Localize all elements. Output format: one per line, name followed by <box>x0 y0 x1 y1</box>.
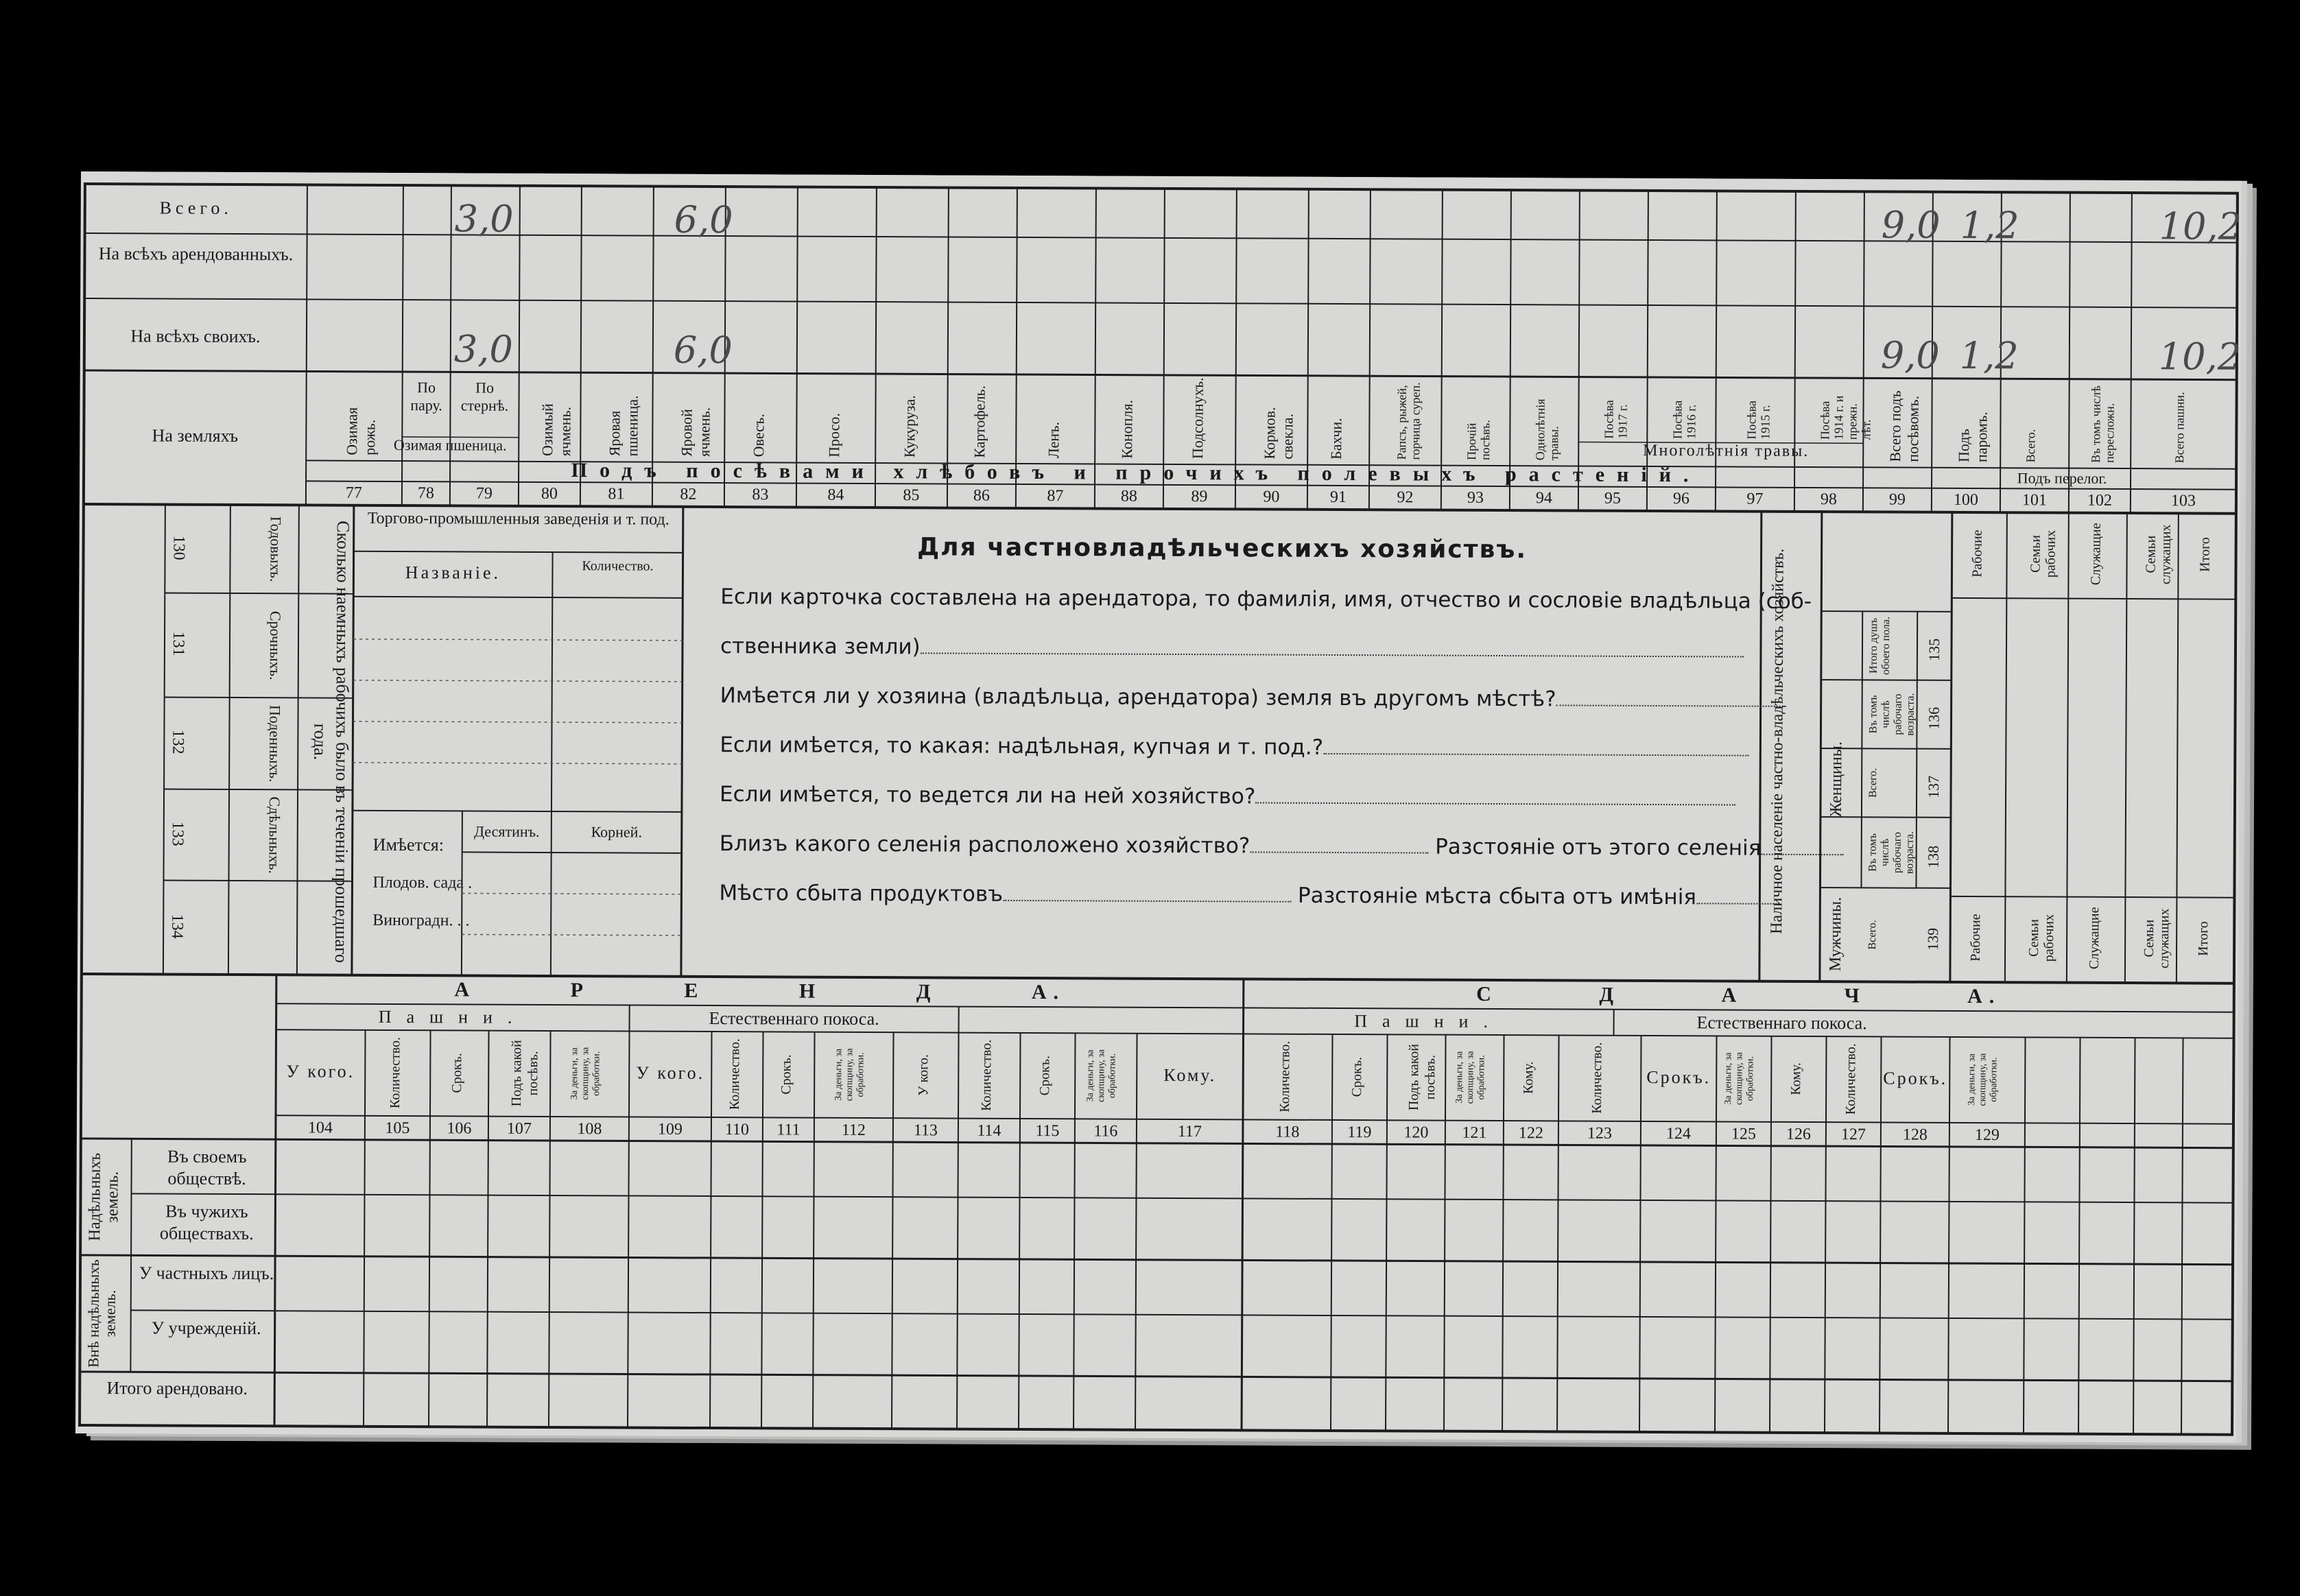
hired-row-label: Поденныхъ. <box>266 704 284 783</box>
hw-vsego-sown: 9,0 <box>1881 203 1941 247</box>
arenda-column-header: Срокъ. <box>1349 1056 1365 1097</box>
column-number: 92 <box>1397 488 1414 507</box>
group-nadel: Надѣльныхъ земель. <box>86 1152 122 1241</box>
column-number: 82 <box>680 485 697 503</box>
hw-vsego-fallow: 1,2 <box>1960 203 2019 248</box>
crop-header: По стернѣ. <box>460 379 509 414</box>
desyatin-label: Десятинъ. <box>473 822 540 840</box>
pod-perelog-label: Подъ перелог. <box>2017 469 2107 487</box>
column-number: 101 <box>2022 491 2047 510</box>
crop-header: Посѣва 1915 г. <box>1744 401 1773 440</box>
arenda-column-header: Срокъ. <box>1883 1068 1948 1088</box>
arenda-column-header: Срокъ. <box>1037 1055 1053 1096</box>
arenda-column-number: 126 <box>1786 1125 1811 1144</box>
population-col-number: 135 <box>1925 638 1943 661</box>
arenda-title: А Р Е Н Д А. <box>454 978 1066 1004</box>
crop-header: Подъ паромъ. <box>1955 412 1991 463</box>
orchard-label: Плодов. сада . <box>372 873 473 892</box>
crop-header: Кукуруза. <box>900 395 918 458</box>
arenda-column-number: 110 <box>724 1121 750 1139</box>
column-number: 79 <box>475 484 493 503</box>
arenda-column-header: Кому. <box>1521 1061 1537 1095</box>
has-label: Имѣется: <box>372 834 444 855</box>
hired-workers-title: Сколько наемныхъ рабочихъ было въ теченіи прошедшаго года. <box>310 521 353 964</box>
crop-header: Всего подъ посѣвомъ. <box>1886 390 1922 462</box>
arenda-column-number: 120 <box>1403 1123 1429 1142</box>
column-number: 91 <box>1329 488 1347 507</box>
column-number: 97 <box>1746 490 1764 508</box>
answer-2-line[interactable] <box>1556 688 1786 706</box>
form-title: Для частновладѣльческихъ хозяйствъ. <box>917 533 1528 564</box>
hw-svoikh-total: 10,2 <box>2158 335 2242 379</box>
crop-header: Озимая рожь. <box>343 407 379 455</box>
arenda-column-header: За деньги, за скопщину, за обработки. <box>1085 1049 1118 1102</box>
population-right-footer: Семьи рабочих <box>2026 914 2057 962</box>
hired-row-label: Срочныхъ. <box>266 610 285 680</box>
question-2: Имѣется ли у хозяина (владѣльца, арендатора) земля въ другомъ мѣстѣ? <box>720 683 1556 712</box>
row-label-na-zemlyakh: На земляхъ <box>152 425 239 446</box>
crop-header: Посѣва 1917 г. <box>1602 400 1630 439</box>
arenda-column-header: У кого. <box>286 1061 355 1082</box>
sdacha-pokos: Естественнаго покоса. <box>1696 1012 1867 1034</box>
answer-6-line[interactable] <box>1003 883 1291 903</box>
arenda-column-header: За деньги, за скопщину, за обработки. <box>1967 1053 2000 1106</box>
population-col-label: Всего. <box>1866 920 1879 950</box>
arenda-column-header: Количество. <box>1843 1043 1859 1115</box>
arenda-column-number: 114 <box>977 1121 1001 1140</box>
crop-header: Кормов. свекла. <box>1260 407 1296 460</box>
answer-1-line[interactable] <box>921 636 1744 657</box>
arenda-column-header: У кого. <box>915 1054 931 1096</box>
arenda-column-header: Количество. <box>979 1039 995 1111</box>
column-number: 86 <box>973 486 991 505</box>
arenda-column-number: 121 <box>1462 1123 1487 1142</box>
column-number: 85 <box>903 486 920 505</box>
row-label-vsego: Всего. <box>159 198 233 218</box>
crop-header: Рапсъ, рыжей, горчица суреп. <box>1394 382 1423 460</box>
column-number: 78 <box>417 484 435 503</box>
crop-header: Подсолнухъ. <box>1188 377 1207 460</box>
column-number: 83 <box>752 486 769 504</box>
column-number: 84 <box>827 486 844 504</box>
arenda-column-number: 116 <box>1093 1122 1118 1141</box>
arenda-column-header: Подъ какой посѣвъ. <box>1406 1043 1438 1111</box>
arenda-column-header: За деньги, за скопщину, за обработки. <box>1454 1051 1486 1104</box>
column-number: 96 <box>1672 490 1690 508</box>
crop-header: Просо. <box>825 413 842 457</box>
arenda-column-header: Срокъ. <box>778 1054 794 1095</box>
arenda-column-number: 108 <box>577 1120 602 1139</box>
column-number: 94 <box>1535 489 1552 508</box>
arenda-column-number: 129 <box>1974 1126 2000 1145</box>
question-1a: Если карточка составлена на арендатора, то фамилія, имя, отчество и сословіе владѣльца (соб- <box>720 584 1812 615</box>
arenda-column-number: 117 <box>1177 1122 1202 1141</box>
hw-svoikh-sown: 9,0 <box>1880 333 1940 377</box>
crop-header: Озимый ячмень. <box>538 403 574 457</box>
crop-header: Однолѣтнія травы. <box>1533 398 1561 461</box>
hired-row-label: Сдѣльныхъ. <box>265 796 284 874</box>
column-number: 98 <box>1820 490 1837 509</box>
row-label-arendovannykh: На всѣхъ арендованныхъ. <box>98 243 294 265</box>
answer-3-line[interactable] <box>1323 737 1748 757</box>
column-number: 77 <box>345 484 363 502</box>
arenda-column-number: 112 <box>841 1121 866 1140</box>
question-6: Мѣсто сбыта продуктовъ <box>719 881 1004 907</box>
sdacha-title: С Д А Ч А. <box>1476 982 2002 1008</box>
mnogoletnie-label: Многолѣтнія травы. <box>1643 441 1810 460</box>
column-number: 95 <box>1604 489 1621 508</box>
population-women: Женщины. <box>1827 741 1846 818</box>
population-col-number: 138 <box>1924 845 1942 868</box>
arenda-column-header: Кому. <box>1788 1062 1804 1095</box>
korney-label: Корней. <box>591 823 643 841</box>
hired-row-number: 130 <box>169 535 188 560</box>
arenda-column-number: 118 <box>1275 1123 1300 1141</box>
arenda-column-number: 122 <box>1518 1124 1543 1143</box>
arenda-column-header: Количество. <box>1277 1040 1293 1112</box>
arenda-column-number: 104 <box>307 1119 333 1137</box>
question-3: Если имѣется, то какая: надѣльная, купчая и т. под.? <box>720 733 1324 760</box>
arenda-column-header: Срокъ. <box>1646 1067 1711 1088</box>
arenda-column-number: 127 <box>1840 1125 1866 1144</box>
population-right-header: Семьи служащих <box>2142 524 2174 585</box>
arenda-column-number: 124 <box>1665 1125 1691 1143</box>
arenda-pashni: Пашни. <box>378 1006 527 1027</box>
population-men: Мужчины. <box>1826 896 1845 972</box>
arenda-column-header: У кого. <box>636 1062 705 1083</box>
hired-row-number: 132 <box>169 729 187 754</box>
row-chastnykh: У частныхъ лицъ. <box>139 1263 274 1284</box>
arenda-column-header: Количество. <box>726 1038 742 1110</box>
column-number: 89 <box>1191 488 1208 506</box>
crop-header: Всего. <box>2024 429 2038 463</box>
crop-header: Яровая пшеница. <box>605 395 641 457</box>
arenda-column-header: За деньги, за скопщину, за обработки. <box>1723 1052 1756 1106</box>
arenda-column-number: 113 <box>913 1121 938 1140</box>
population-col-label: Всего. <box>1867 767 1880 798</box>
row-svoem: Въ своемъ обществѣ. <box>167 1146 247 1189</box>
hired-row-label: Годовыхъ. <box>267 516 285 582</box>
population-col-number: 137 <box>1925 775 1943 798</box>
column-number: 99 <box>1888 490 1906 509</box>
row-chuzhikh: Въ чужихъ обществахъ. <box>159 1201 254 1244</box>
answer-5-line[interactable] <box>1250 835 1428 853</box>
question-5: Близъ какого селенія расположено хозяйство? <box>719 831 1250 859</box>
trade-col-qty: Количество. <box>582 558 654 574</box>
crop-header: Яровой ячмень. <box>677 407 713 457</box>
crop-header: Бахчи. <box>1327 418 1345 460</box>
ozimaya-pshenitsa-label: Озимая пшеница. <box>393 436 507 454</box>
population-right-footer: Служащие <box>2086 907 2102 970</box>
column-number: 87 <box>1047 487 1064 505</box>
question-1b: ственника земли) <box>720 634 921 660</box>
column-number: 100 <box>1953 490 1978 510</box>
column-number: 93 <box>1467 488 1484 507</box>
question-6b: Разстояніе мѣста сбыта отъ имѣнія <box>1297 883 1697 910</box>
row-itogo: Итого арендовано. <box>106 1378 248 1399</box>
column-number: 88 <box>1120 487 1138 505</box>
column-number: 90 <box>1263 488 1280 506</box>
crop-header: Посѣва 1916 г. <box>1670 400 1698 440</box>
arenda-pokos: Естественнаго покоса. <box>709 1008 879 1029</box>
question-5b: Разстояніе отъ этого селенія <box>1435 834 1762 861</box>
arenda-column-header: За деньги, за скопщину, за обработки. <box>569 1047 602 1100</box>
arenda-column-number: 123 <box>1587 1124 1612 1143</box>
row-uchrezhdeniy: У учрежденій. <box>151 1318 261 1339</box>
arenda-column-number: 125 <box>1731 1125 1756 1143</box>
population-col-label: Итого душъ обоего пола. <box>1867 616 1893 676</box>
trade-col-name: Названіе. <box>405 562 501 583</box>
column-number: 103 <box>2170 492 2196 510</box>
hw-vsego-total: 10,2 <box>2159 204 2242 248</box>
population-right-footer: Итого <box>2196 921 2212 956</box>
sown-banner: Подъ посѣвами хлѣбовъ и прочихъ полевыхъ растеній. <box>571 459 1701 487</box>
answer-4-line[interactable] <box>1255 785 1735 805</box>
column-number: 80 <box>541 484 558 503</box>
population-col-label: Въ томъ числѣ рабочаго возраста. <box>1866 831 1916 874</box>
population-right-header: Служащие <box>2087 523 2104 586</box>
arenda-column-number: 105 <box>385 1119 410 1138</box>
row-label-svoikh: На всѣхъ своихъ. <box>130 326 261 347</box>
population-right-footer: Семьи служащих <box>2141 908 2172 969</box>
crop-header: Всего пашни. <box>2172 392 2187 464</box>
column-number: 81 <box>608 485 625 503</box>
crop-header: По пару. <box>410 379 442 414</box>
group-vne: Внѣ надѣльныхъ земель. <box>84 1259 119 1368</box>
population-right-header: Семьи рабочих <box>2028 529 2059 578</box>
hw-vsego-rye: 3,0 <box>454 197 514 241</box>
arenda-column-number: 115 <box>1035 1122 1060 1141</box>
hw-svoikh-barley: 6,0 <box>673 328 733 372</box>
crop-header: Картофель. <box>971 385 988 458</box>
population-col-label: Въ томъ числѣ рабочаго возраста. <box>1867 693 1917 736</box>
question-4: Если имѣется, то ведется ли на ней хозяйство? <box>719 782 1256 809</box>
crop-header: Посѣва 1914 г. и прежн. лѣт. <box>1818 395 1873 440</box>
arenda-column-number: 128 <box>1902 1125 1928 1144</box>
arenda-column-header: Количество. <box>1589 1042 1605 1114</box>
arenda-column-number: 109 <box>657 1120 683 1139</box>
vineyard-label: Виноградн. . . <box>372 911 470 930</box>
hired-row-number: 133 <box>168 821 187 846</box>
hw-svoikh-fallow: 1,2 <box>1959 333 2019 378</box>
column-number: 102 <box>2087 491 2112 510</box>
crop-header: Прочій посѣвъ. <box>1465 420 1493 460</box>
arenda-column-header: Подъ какой посѣвъ. <box>509 1040 541 1107</box>
crop-header: Конопля. <box>1118 399 1136 459</box>
arenda-column-header: Кому. <box>1163 1064 1217 1086</box>
census-card <box>75 171 2242 1443</box>
population-title: Наличное населеніе частно-владѣльческихъ хозяйствъ. <box>1768 548 1788 934</box>
arenda-column-number: 106 <box>447 1119 472 1138</box>
hw-vsego-barley: 6,0 <box>674 198 733 242</box>
population-right-header: Рабочие <box>1969 529 1985 577</box>
population-col-number: 139 <box>1924 927 1942 951</box>
crop-header: Ленъ. <box>1044 421 1062 459</box>
arenda-column-number: 111 <box>776 1121 801 1139</box>
arenda-column-header: За деньги, за скопщину, за обработки. <box>833 1048 866 1101</box>
hw-svoikh-rye: 3,0 <box>453 327 513 371</box>
population-col-number: 136 <box>1925 706 1943 730</box>
trade-title: Торгово-промышленныя заведенія и т. под. <box>367 509 669 529</box>
crop-header: Овесъ. <box>749 414 767 457</box>
population-right-header: Итого <box>2197 537 2213 572</box>
arenda-column-number: 119 <box>1347 1123 1372 1142</box>
hired-row-number: 131 <box>169 631 188 656</box>
crop-header: Въ томъ числѣ пересложн. <box>2089 385 2117 463</box>
arenda-column-header: Срокъ. <box>449 1053 464 1093</box>
sdacha-pashni: Пашни. <box>1354 1011 1504 1032</box>
hired-row-number: 134 <box>168 914 187 939</box>
arenda-column-number: 107 <box>506 1119 532 1138</box>
population-right-footer: Рабочие <box>1968 914 1984 962</box>
arenda-column-header: Количество. <box>387 1036 403 1109</box>
